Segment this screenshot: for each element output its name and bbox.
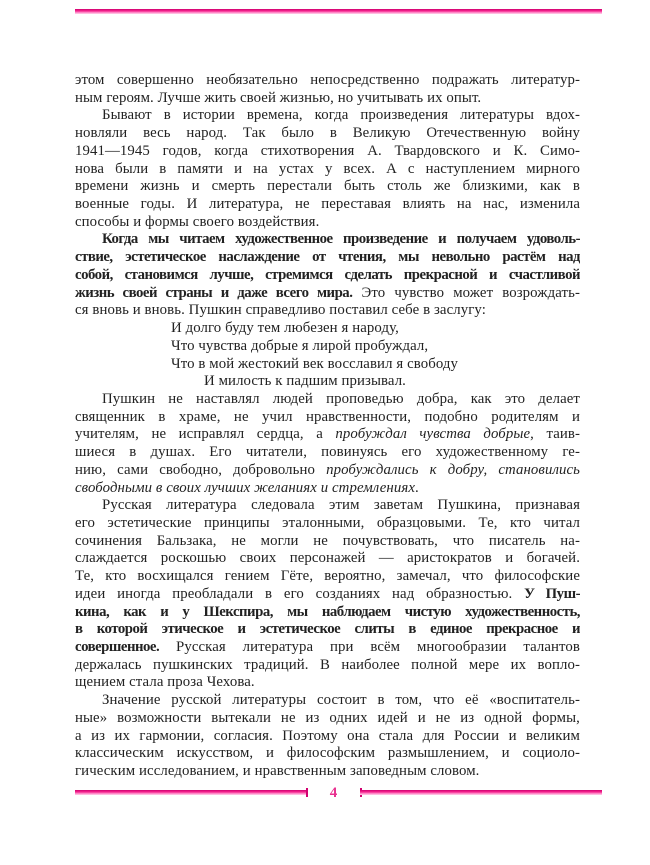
text-block: [75, 72, 580, 781]
text-line: учителям, не исправлял сердца, а пробуждал чувства добрые, таив-: [75, 426, 580, 443]
text-line: слаждается роскошью своих персонажей — аристократов и богачей.: [75, 550, 580, 567]
text-line: 1941—1945 годов, когда стихотворения А. Твардовского и К. Симо-: [75, 142, 580, 159]
verse-line: И долго буду тем любезен я народу,: [171, 320, 399, 337]
text-line: ные» возможности вытекали не из одних идей и не из одной формы,: [75, 709, 580, 726]
text-line: Когда мы читаем художественное произведение и получаем удоволь-: [102, 231, 580, 248]
text-line: собой, становимся лучше, стремимся сделать прекрасной и счастливой: [75, 266, 580, 283]
text-line: кина, как и у Шекспира, мы наблюдаем чистую художественность,: [75, 603, 580, 620]
text-line: держалась пушкинских традиций. В наиболее полной мере их вопло-: [75, 656, 580, 673]
text-line: времени жизнь и смерть перестали быть столь же близкими, как в: [75, 178, 580, 195]
verse-line: Что чувства добрые я лирой пробуждал,: [171, 337, 429, 354]
text-line: Те, кто восхищался гением Гёте, вероятно, замечал, что философские: [75, 568, 580, 585]
text-line: жизнь своей страны и даже всего мира. Это чувство может возрождать-: [75, 284, 580, 301]
text-line: нию, сами свободно, добровольно пробуждались к добру, становились: [75, 461, 580, 478]
text-line: Бывают в истории времена, когда произведения литературы вдох-: [102, 107, 580, 124]
text-line: Значение русской литературы состоит в том, что её «воспитатель-: [102, 692, 580, 709]
page-number: 4: [329, 785, 338, 801]
text-line: нова были в памяти и на устах у всех. А с наступлением мирного: [75, 160, 580, 177]
text-line: сочинения Бальзака, не могли не почувствовать, что писатель на-: [75, 532, 580, 549]
footer-rule-right-segment: [360, 790, 602, 795]
text-line: военные годы. И литература, не переставая влиять на нас, изменила: [75, 196, 580, 213]
text-line: свободными в своих лучших желаниях и стремлениях.: [75, 479, 419, 496]
footer-rule-left-segment: [75, 790, 307, 795]
text-line: а из их гармонии, согласия. Поэтому она стала для России и великим: [75, 727, 580, 744]
text-line: классическим искусством, и философским размышлением, и социоло-: [75, 745, 580, 762]
text-line: щением стала проза Чехова.: [75, 674, 255, 691]
text-line: новляли весь народ. Так было в Великую Отечественную войну: [75, 125, 580, 142]
text-line: ным героям. Лучше жить своей жизнью, но учитывать их опыт.: [75, 89, 482, 106]
text-line: гическим исследованием, и нравственным заповедным словом.: [75, 763, 480, 780]
text-line: в которой этическое и эстетическое слиты в единое прекрасное и: [75, 621, 580, 638]
text-line: ся вновь и вновь. Пушкин справедливо поставил себе в заслугу:: [75, 302, 486, 319]
text-line: совершенное. Русская литература при всём многообразии талантов: [75, 639, 580, 655]
text-line: идеи иногда преобладали в его созданиях над образностью. У Пуш-: [75, 585, 580, 602]
text-line: способы и формы своего воздействия.: [75, 213, 320, 230]
text-line: священник в храме, не учил нравственности, подобно родителям и: [75, 408, 580, 425]
verse-line: Что в мой жестокий век восславил я свободу: [171, 355, 459, 372]
text-line: его эстетические принципы эталонными, образцовыми. Те, кто читал: [75, 514, 580, 531]
text-line: этом совершенно необязательно непосредственно подражать литератур-: [75, 72, 580, 88]
footer-rule: [75, 786, 602, 800]
text-line: ствие, эстетическое наслаждение от чтения, мы невольно растём над: [75, 249, 580, 266]
text-line: Русская литература следовала этим заветам Пушкина, признавая: [102, 497, 580, 514]
top-decorative-rule: [75, 9, 602, 14]
text-line: Пушкин не наставлял людей проповедью добра, как это делает: [102, 390, 580, 407]
text-line: шиеся в душах. Его читатели, повинуясь его художественному ге-: [75, 444, 580, 461]
verse-line: И милость к падшим призывал.: [204, 373, 406, 390]
